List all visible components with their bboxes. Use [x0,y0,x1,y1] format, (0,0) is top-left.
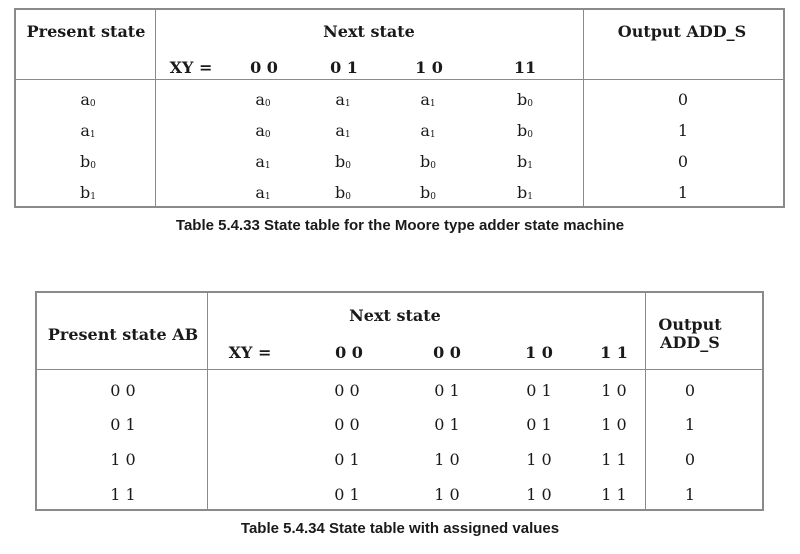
output-cell: 1 [684,415,696,434]
next-state-cell: 0 0 [334,415,360,434]
output-cell: 0 [677,152,689,171]
xy-col-01: 0 1 [330,58,358,77]
xy-label: XY = [228,343,272,362]
next-state-cell: $a_1$ [255,183,271,202]
next-state-cell: $b_0$ [517,121,533,140]
next-state-cell: $b_0$ [517,90,533,109]
next-state-cell: 0 1 [526,415,552,434]
xy-col-10: 1 0 [525,343,553,362]
output-cell: 0 [677,90,689,109]
present-state-cell: $a_1$ [80,121,96,140]
next-state-cell: 1 0 [434,485,460,504]
xy-col-10: 1 0 [415,58,443,77]
column-divider [645,293,646,509]
present-state-cell: $b_1$ [80,183,96,202]
next-state-cell: 1 0 [601,381,627,400]
xy-col-11: 1 1 [600,343,628,362]
next-state-cell: $b_0$ [335,183,351,202]
next-state-cell: $b_1$ [517,183,533,202]
output-cell: 0 [684,381,696,400]
next-state-cell: 0 1 [434,415,460,434]
present-state-cell: 0 1 [110,415,136,434]
next-state-cell: $b_1$ [517,152,533,171]
next-state-header: Next state [323,22,415,41]
next-state-cell: $a_1$ [420,121,436,140]
state-table-assigned [35,291,764,511]
present-state-cell: $b_0$ [80,152,96,171]
next-state-cell: $b_0$ [420,152,436,171]
next-state-cell: 0 1 [334,450,360,469]
next-state-cell: 1 0 [526,450,552,469]
output-header: Output ADD_S [617,22,747,41]
xy-col-00: 0 0 [335,343,363,362]
present-state-cell: 1 1 [110,485,136,504]
output-cell: 1 [677,121,689,140]
xy-col-11: 11 [513,58,537,77]
column-divider [207,293,208,509]
xy-label: XY = [169,58,213,77]
next-state-cell: 0 0 [334,381,360,400]
header-divider [16,79,783,80]
next-state-header: Next state [349,306,441,325]
column-divider [583,10,584,206]
present-state-cell: 0 0 [110,381,136,400]
output-header-line2: ADD_S [660,333,720,352]
table-caption: Table 5.4.33 State table for the Moore type adder state machine [175,217,625,234]
present-state-header: Present state [26,22,146,41]
state-table-moore [14,8,785,208]
next-state-cell: $b_0$ [420,183,436,202]
column-divider [155,10,156,206]
next-state-cell: $a_0$ [255,90,271,109]
next-state-cell: 1 1 [601,450,627,469]
present-state-header: Present state AB [47,325,199,344]
next-state-cell: 0 1 [526,381,552,400]
next-state-cell: $a_1$ [335,121,351,140]
next-state-cell: $b_0$ [335,152,351,171]
next-state-cell: $a_0$ [255,121,271,140]
next-state-cell: 1 1 [601,485,627,504]
output-header: Output [658,315,722,334]
next-state-cell: $a_1$ [255,152,271,171]
present-state-cell: $a_0$ [80,90,96,109]
output-cell: 0 [684,450,696,469]
next-state-cell: 1 0 [601,415,627,434]
next-state-cell: 0 1 [434,381,460,400]
output-cell: 1 [684,485,696,504]
header-divider [37,369,762,370]
next-state-cell: $a_1$ [335,90,351,109]
xy-col-01: 0 0 [433,343,461,362]
next-state-cell: 1 0 [526,485,552,504]
next-state-cell: $a_1$ [420,90,436,109]
next-state-cell: 1 0 [434,450,460,469]
next-state-cell: 0 1 [334,485,360,504]
output-cell: 1 [677,183,689,202]
present-state-cell: 1 0 [110,450,136,469]
xy-col-00: 0 0 [250,58,278,77]
table-caption: Table 5.4.34 State table with assigned values [240,520,560,537]
